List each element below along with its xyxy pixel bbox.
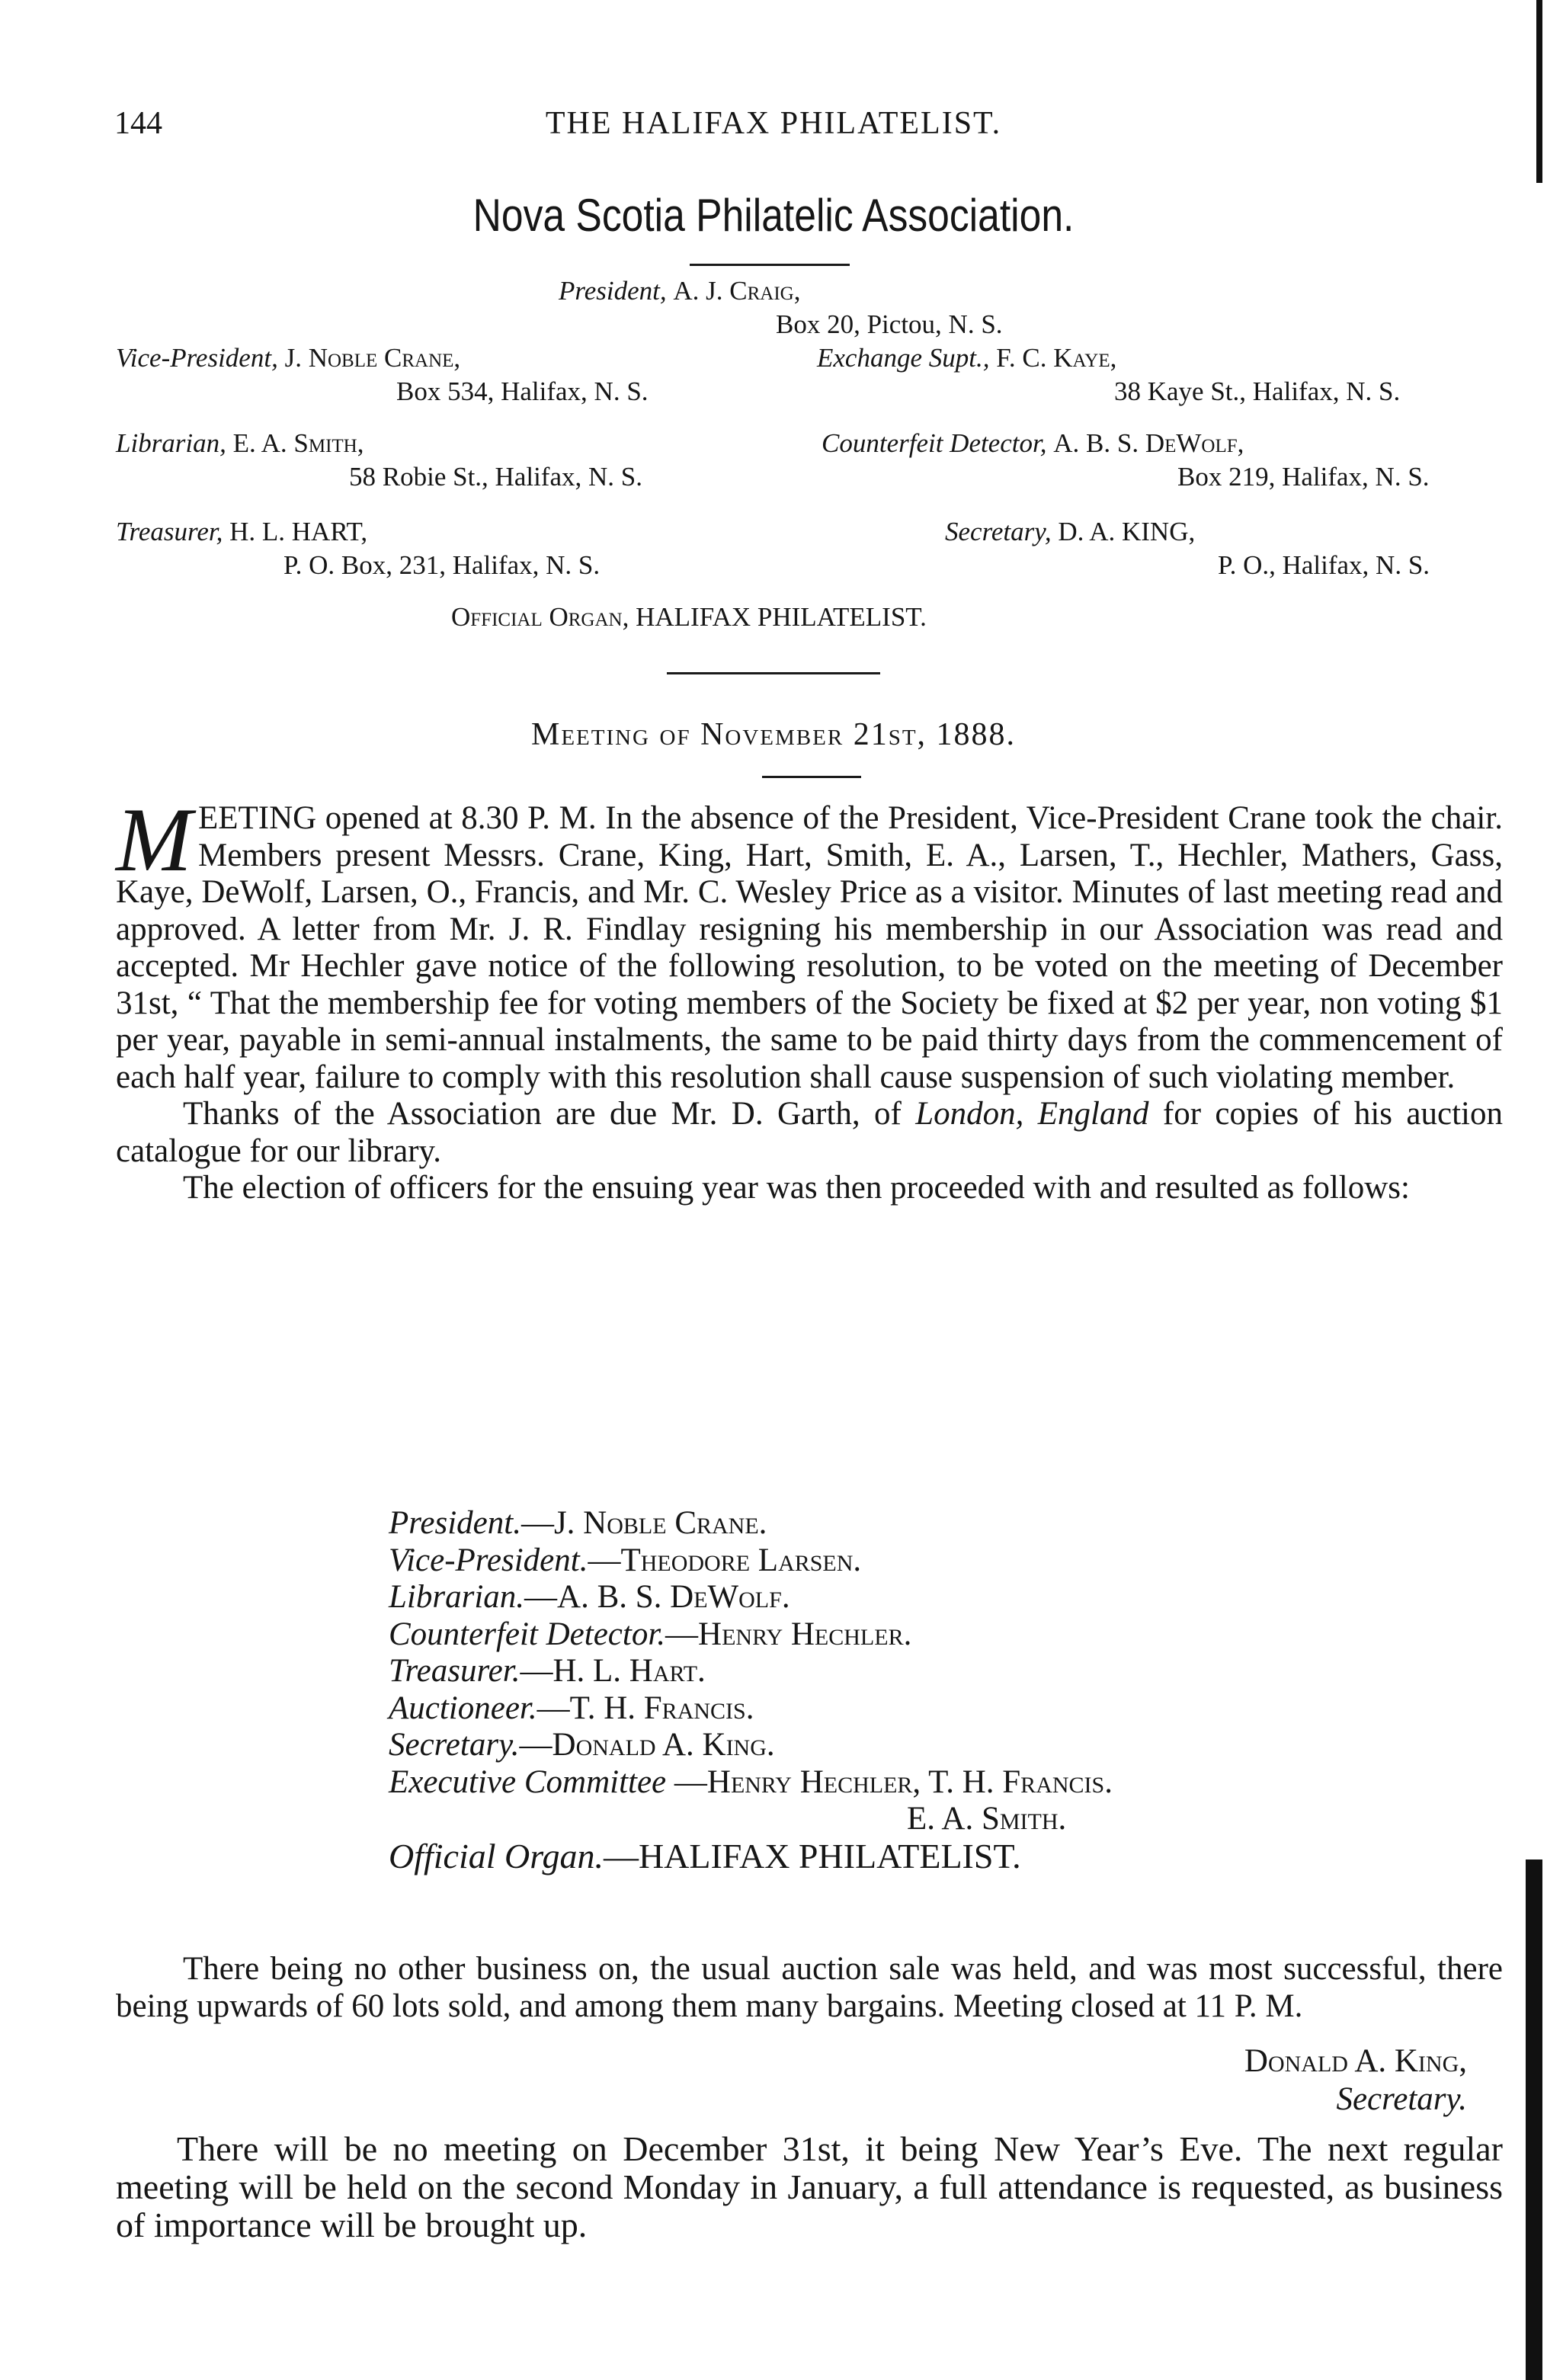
vice-president-role: Vice-President,: [116, 343, 278, 373]
vice-president-name: J. Noble Crane,: [284, 343, 461, 373]
officer-name: Theodore Larsen.: [620, 1542, 862, 1578]
counterfeit-role: Counterfeit Detector,: [822, 428, 1047, 458]
officer-name: J. Noble Crane.: [553, 1505, 767, 1541]
counterfeit-address: Box 219, Halifax, N. S.: [1177, 462, 1430, 492]
meeting-heading: Meeting of November 21st, 1888.: [530, 717, 1017, 752]
president-role: President,: [559, 276, 667, 306]
officer-name: A. B. S. DeWolf.: [557, 1579, 790, 1615]
title-rule: [690, 264, 850, 266]
officer-name: T. H. Francis.: [569, 1690, 754, 1726]
notice-text: There will be no meeting on December 31st, it being New Year’s Eve. The next regular meeting will be held on the second Monday in January, a full attendance is requested, as business of importance will be brought up.: [116, 2129, 1503, 2244]
officer-role: Executive Committee: [389, 1763, 667, 1800]
minutes-text-1: EETING opened at 8.30 P. M. In the absence of the President, Vice-President Crane took the chair. Members present Messrs. Crane, King, Hart, Smith, E. A., Larsen, T., Hechler, Mathers, Gass, Kaye, DeWolf, Larsen, O., Francis, and Mr. C. Wesley Price as a visitor. Minutes of last meeting read and approved. A letter from Mr. J. R. Findlay resigning his membership in our Association was read and accepted. Mr Hechler gave notice of the following resolution, to be voted on the meeting of December 31st, “ That the membership fee for voting members of the Society be fixed at $2 per year, non voting $1 per year, payable in semi-annual instalments, the same to be paid thirty days from the commencement of each half year, failure to comply with this resolution shall cause suspension of such violating member.: [116, 800, 1503, 1095]
officer-role: Librarian.: [389, 1579, 525, 1615]
drop-cap: M: [116, 789, 192, 890]
vice-president-address: Box 534, Halifax, N. S.: [396, 376, 649, 406]
minutes-paragraph-2: [116, 1096, 1503, 1170]
exchange-role: Exchange Supt.,: [817, 343, 990, 373]
treasurer-line: [116, 515, 367, 549]
running-title: THE HALIFAX PHILATELIST.: [545, 106, 1002, 141]
exchange-name: F. C. Kaye,: [996, 343, 1117, 373]
thanks-place: London, England: [915, 1096, 1149, 1132]
officer-role: Auctioneer.: [389, 1690, 537, 1726]
exchange-line: [817, 341, 1116, 375]
president-name: A. J. Craig,: [673, 276, 801, 306]
officer-row: Auctioneer.—T. H. Francis.: [389, 1690, 754, 1726]
librarian-line: [116, 427, 364, 460]
librarian-name: E. A. Smith,: [232, 428, 364, 458]
treasurer-name: H. L. HART,: [229, 517, 368, 546]
signature-name: Donald A. King,: [1244, 2043, 1467, 2079]
officer-row: Treasurer.—H. L. Hart.: [389, 1653, 706, 1689]
officer-name: Henry Hechler, T. H. Francis.: [706, 1763, 1113, 1800]
officer-role: Secretary.: [389, 1727, 520, 1763]
official-organ-row: Official Organ.—HALIFAX PHILATELIST.: [389, 1836, 1021, 1875]
officer-name: E. A. Smith.: [907, 1801, 1067, 1837]
counterfeit-line: [822, 427, 1244, 460]
officer-role: President.: [389, 1505, 521, 1541]
signature-role: Secretary.: [1336, 2081, 1467, 2117]
notice: [116, 2130, 1503, 2244]
thanks-text-b: for copies of his auction catalogue for our library.: [116, 1096, 1503, 1169]
officer-row: President.—J. Noble Crane.: [389, 1505, 767, 1541]
treasurer-address: P. O. Box, 231, Halifax, N. S.: [283, 550, 601, 580]
president-address: Box 20, Pictou, N. S.: [776, 309, 1003, 339]
meeting-minutes: [116, 789, 1503, 1207]
association-title: Nova Scotia Philatelic Association.: [472, 190, 1075, 241]
official-organ-name: HALIFAX PHILATELIST.: [636, 602, 927, 632]
section-rule: [667, 672, 880, 674]
page-number: 144: [114, 106, 162, 141]
president-line: [559, 274, 800, 308]
thanks-text-a: Thanks of the Association are due Mr. D. Garth, of: [183, 1096, 916, 1132]
secretary-role: Secretary,: [945, 517, 1052, 546]
officer-name: Donald A. King.: [552, 1727, 775, 1763]
officer-row: Counterfeit Detector.—Henry Hechler.: [389, 1616, 912, 1652]
officer-name: H. L. Hart.: [552, 1653, 706, 1689]
official-organ-label: Official Organ,: [451, 602, 629, 632]
minutes-paragraph-4: There being no other business on, the usual auction sale was held, and was most successful, there being upwards of 60 lots sold, and among them many bargains. Meeting closed at 11 P. M.: [116, 1951, 1503, 2024]
secretary-address: P. O., Halifax, N. S.: [1218, 550, 1430, 580]
closing-section: [116, 1951, 1503, 2025]
minutes-paragraph-3: The election of officers for the ensuing year was then proceeded with and resulted as follows:: [183, 1170, 1410, 1206]
margin-bar-bottom: [1526, 1859, 1542, 2380]
officer-row: Librarian.—A. B. S. DeWolf.: [389, 1579, 790, 1615]
secretary-line: [945, 515, 1195, 549]
officer-role: Vice-President.: [389, 1542, 588, 1578]
margin-bar-top: [1536, 0, 1542, 183]
minutes-paragraph-1: [116, 789, 1503, 1096]
officer-name: Henry Hechler.: [698, 1616, 912, 1652]
treasurer-role: Treasurer,: [116, 517, 223, 546]
elected-officers-list: [389, 1505, 1113, 1875]
officer-row: Executive Committee —Henry Hechler, T. H. Francis.: [389, 1763, 1113, 1800]
officer-role: Counterfeit Detector.: [389, 1616, 666, 1652]
counterfeit-name: A. B. S. DeWolf,: [1053, 428, 1244, 458]
officer-row: Secretary.—Donald A. King.: [389, 1727, 775, 1763]
heading-rule: [762, 776, 861, 778]
librarian-role: Librarian,: [116, 428, 226, 458]
vice-president-line: [116, 341, 460, 375]
officer-row: Vice-President.—Theodore Larsen.: [389, 1542, 862, 1578]
secretary-name: D. A. KING,: [1058, 517, 1196, 546]
officer-row-continuation: [389, 1801, 1113, 1838]
official-organ-role: Official Organ.: [389, 1836, 604, 1875]
official-organ-value: HALIFAX PHILATELIST.: [638, 1836, 1021, 1875]
official-organ-line: [451, 601, 927, 634]
officer-role: Treasurer.: [389, 1653, 520, 1689]
librarian-address: 58 Robie St., Halifax, N. S.: [349, 462, 642, 492]
exchange-address: 38 Kaye St., Halifax, N. S.: [1114, 376, 1401, 406]
